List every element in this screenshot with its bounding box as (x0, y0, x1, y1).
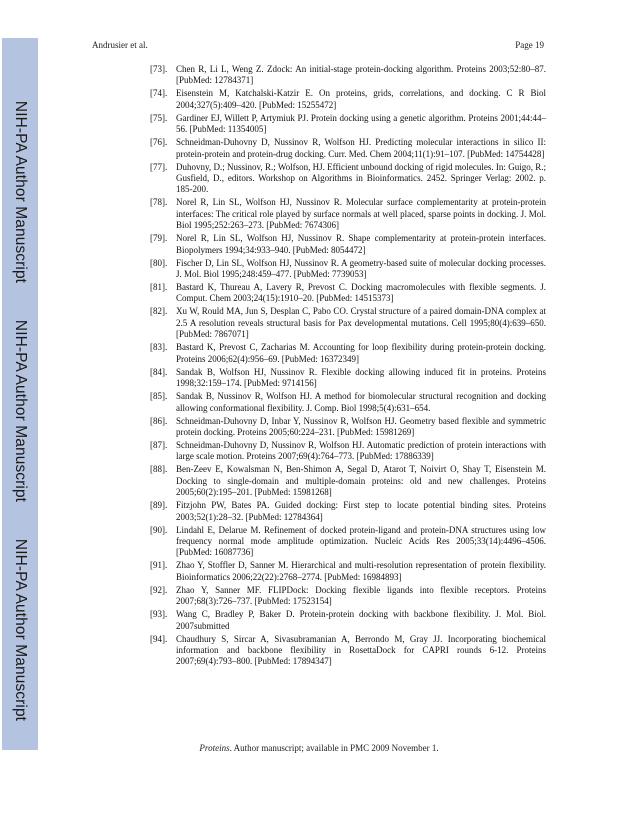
reference-text: Gardiner EJ, Willett P, Artymiuk PJ. Protein docking using a genetic algorithm. Proteins 2001;44:44–56. [PubMed: 11354005] (176, 112, 546, 135)
reference-item (150, 282, 546, 305)
reference-text: Chaudhury S, Sircar A, Sivasubramanian A, Berrondo M, Gray JJ. Incorporating biochemical information and backbone flexibility in RosettaDock for CAPRI rounds 6-12. Proteins 2007;69(4):793–800. [PubMed: 17894347] (176, 633, 546, 667)
reference-text: Sandak B, Wolfson HJ, Nussinov R. Flexible docking allowing induced fit in proteins. Proteins 1998;32:159–174. [PubMed: 9714156] (176, 366, 546, 389)
reference-text: Schneidman-Duhovny D, Nussinov R, Wolfson HJ. Automatic prediction of protein interactions with large scale motion. Proteins 2007;69(4):764–773. [PubMed: 17886339] (176, 439, 546, 462)
reference-item (150, 233, 546, 256)
reference-text: Duhovny, D.; Nussinov, R.; Wolfson, HJ. Efficient unbound docking of rigid molecules. In: Guigo, R.; Gusfield, D., editors. Workshop on Algorithms in Bioinformatics. 2452. Springer Verlag: 2002. p. 185-200. (176, 161, 546, 195)
reference-text: Wang C, Bradley P, Baker D. Protein-protein docking with backbone flexibility. J. Mol. Biol. 2007submitted (176, 609, 546, 631)
reference-item (150, 342, 546, 365)
reference-list (150, 64, 546, 669)
reference-item (150, 306, 546, 340)
reference-item (150, 524, 546, 559)
reference-item (150, 464, 546, 498)
reference-number: [79]. (150, 233, 168, 244)
reference-item (150, 112, 546, 136)
page-number: Page 19 (515, 40, 544, 50)
footer-journal: Proteins (199, 743, 230, 753)
running-head-author: Andrusier et al. (92, 40, 148, 50)
nihpa-label-text: NIH-PA Author Manuscript (12, 538, 29, 722)
reference-item (150, 415, 546, 439)
reference-text: Fitzjohn PW, Bates PA. Guided docking: First step to locate potential binding sites. Proteins 2003;52(1):28–32. [PubMed: 12784364] (176, 500, 546, 522)
reference-number: [93]. (150, 609, 168, 620)
reference-item (150, 609, 546, 632)
reference-number: [76]. (150, 137, 168, 148)
reference-item (150, 391, 546, 414)
reference-item (150, 560, 546, 583)
reference-text: Schneidman-Duhovny D, Inbar Y, Nussinov R, Wolfson HJ. Geometry based flexible and symmetric protein docking. Proteins 2005;60:224–231. [PubMed: 15981269] (176, 415, 546, 437)
nihpa-label (2, 522, 38, 738)
reference-text: Chen R, Li L, Weng Z. Zdock: An initial-stage protein-docking algorithm. Proteins 2003;52:80–87. [PubMed: 12784371] (176, 64, 546, 86)
reference-number: [77]. (150, 161, 168, 172)
manuscript-footer (0, 743, 638, 753)
reference-item (150, 161, 546, 196)
reference-item (150, 439, 546, 463)
reference-number: [83]. (150, 342, 168, 353)
reference-text: Xu W, Rould MA, Jun S, Desplan C, Pabo CO. Crystal structure of a paired domain-DNA complex at 2.5 A resolution reveals structural basis for Pax developmental mutations. Cell 1995;80(4):639–650. [PubMed: 7867071] (176, 306, 546, 340)
reference-text: Schneidman-Duhovny D, Nussinov R, Wolfson HJ. Predicting molecular interactions in silico II: protein-protein and protein-drug docking. Curr. Med. Chem 2004;11(1):91–107. [PubMed: 14754428] (176, 137, 546, 159)
reference-text: Norel R, Lin SL, Wolfson HJ, Nussinov R. Shape complementarity at protein-protein interfaces. Biopolymers 1994;34:933–940. [PubMed: 8054472] (176, 233, 546, 255)
reference-number: [90]. (150, 524, 168, 535)
reference-number: [82]. (150, 306, 168, 317)
reference-number: [80]. (150, 257, 168, 268)
reference-number: [91]. (150, 560, 168, 571)
reference-text: Eisenstein M, Katchalski-Katzir E. On proteins, grids, correlations, and docking. C R Biol 2004;327(5):409–420. [PubMed: 15255472] (176, 88, 546, 110)
reference-number: [85]. (150, 391, 168, 402)
nihpa-label-text: NIH-PA Author Manuscript (12, 319, 29, 503)
reference-number: [84]. (150, 366, 168, 377)
reference-text: Norel R, Lin SL, Wolfson HJ, Nussinov R. Molecular surface complementarity at protein-protein interfaces: The critical role played by surface normals at well placed, sparse points in docking. J. Mol. Biol 1995;252:263–273. [PubMed: 7674306] (176, 197, 546, 231)
reference-number: [88]. (150, 464, 168, 475)
reference-number: [81]. (150, 282, 168, 293)
reference-number: [74]. (150, 88, 168, 99)
reference-text: Fischer D, Lin SL, Wolfson HJ, Nussinov R. A geometry-based suite of molecular docking processes. J. Mol. Biol 1995;248:459–477. [PubMed: 7739053] (176, 257, 546, 280)
nihpa-label (2, 303, 38, 519)
reference-number: [86]. (150, 415, 168, 426)
nihpa-label (2, 84, 38, 300)
reference-item (150, 137, 546, 160)
reference-item (150, 500, 546, 523)
reference-text: Ben-Zeev E, Kowalsman N, Ben-Shimon A, Segal D, Atarot T, Noivirt O, Shay T, Eisenstein M. Docking to single-domain and multiple-domain proteins: old and new challenges. Proteins 2005;60(2):195–201. [PubMed: 15981268] (176, 464, 546, 498)
reference-number: [92]. (150, 584, 168, 595)
footer-note: . Author manuscript; available in PMC 2009 November 1. (229, 743, 439, 753)
reference-text: Lindahl E, Delarue M. Refinement of docked protein-ligand and protein-DNA structures using low frequency normal mode amplitude optimization. Nucleic Acids Res 2005;33(14):4496–4506. [PubMed: 16087736] (176, 524, 546, 558)
reference-text: Sandak B, Nussinov R, Wolfson HJ. A method for biomolecular structural recognition and docking allowing conformational flexibility. J. Comp. Biol 1998;5(4):631–654. (176, 391, 546, 413)
reference-item (150, 88, 546, 111)
reference-item (150, 197, 546, 231)
reference-item (150, 366, 546, 390)
reference-item (150, 584, 546, 608)
reference-text: Zhao Y, Sanner MF. FLIPDock: Docking flexible ligands into flexible receptors. Proteins 2007;68(3):726–737. [PubMed: 17523154] (176, 584, 546, 607)
reference-item (150, 633, 546, 668)
reference-text: Bastard K, Thureau A, Lavery R, Prevost C. Docking macromolecules with flexible segments. J. Comput. Chem 2003;24(15):1910–20. [PubMed: 14515373] (176, 282, 546, 304)
reference-number: [75]. (150, 112, 168, 123)
reference-number: [89]. (150, 500, 168, 511)
reference-item (150, 257, 546, 281)
reference-number: [94]. (150, 633, 168, 644)
reference-text: Bastard K, Prevost C, Zacharias M. Accounting for loop flexibility during protein-protein docking. Proteins 2006;62(4):956–69. [PubMed: 16372349] (176, 342, 546, 364)
reference-number: [87]. (150, 439, 168, 450)
reference-text: Zhao Y, Stoffler D, Sanner M. Hierarchical and multi-resolution representation of protein flexibility. Bioinformatics 2006;22(22):2768–2774. [PubMed: 16984893] (176, 560, 546, 582)
nihpa-side-banner (2, 38, 38, 750)
nihpa-label-text: NIH-PA Author Manuscript (12, 100, 29, 284)
reference-number: [78]. (150, 197, 168, 208)
reference-item (150, 64, 546, 87)
reference-number: [73]. (150, 64, 168, 74)
